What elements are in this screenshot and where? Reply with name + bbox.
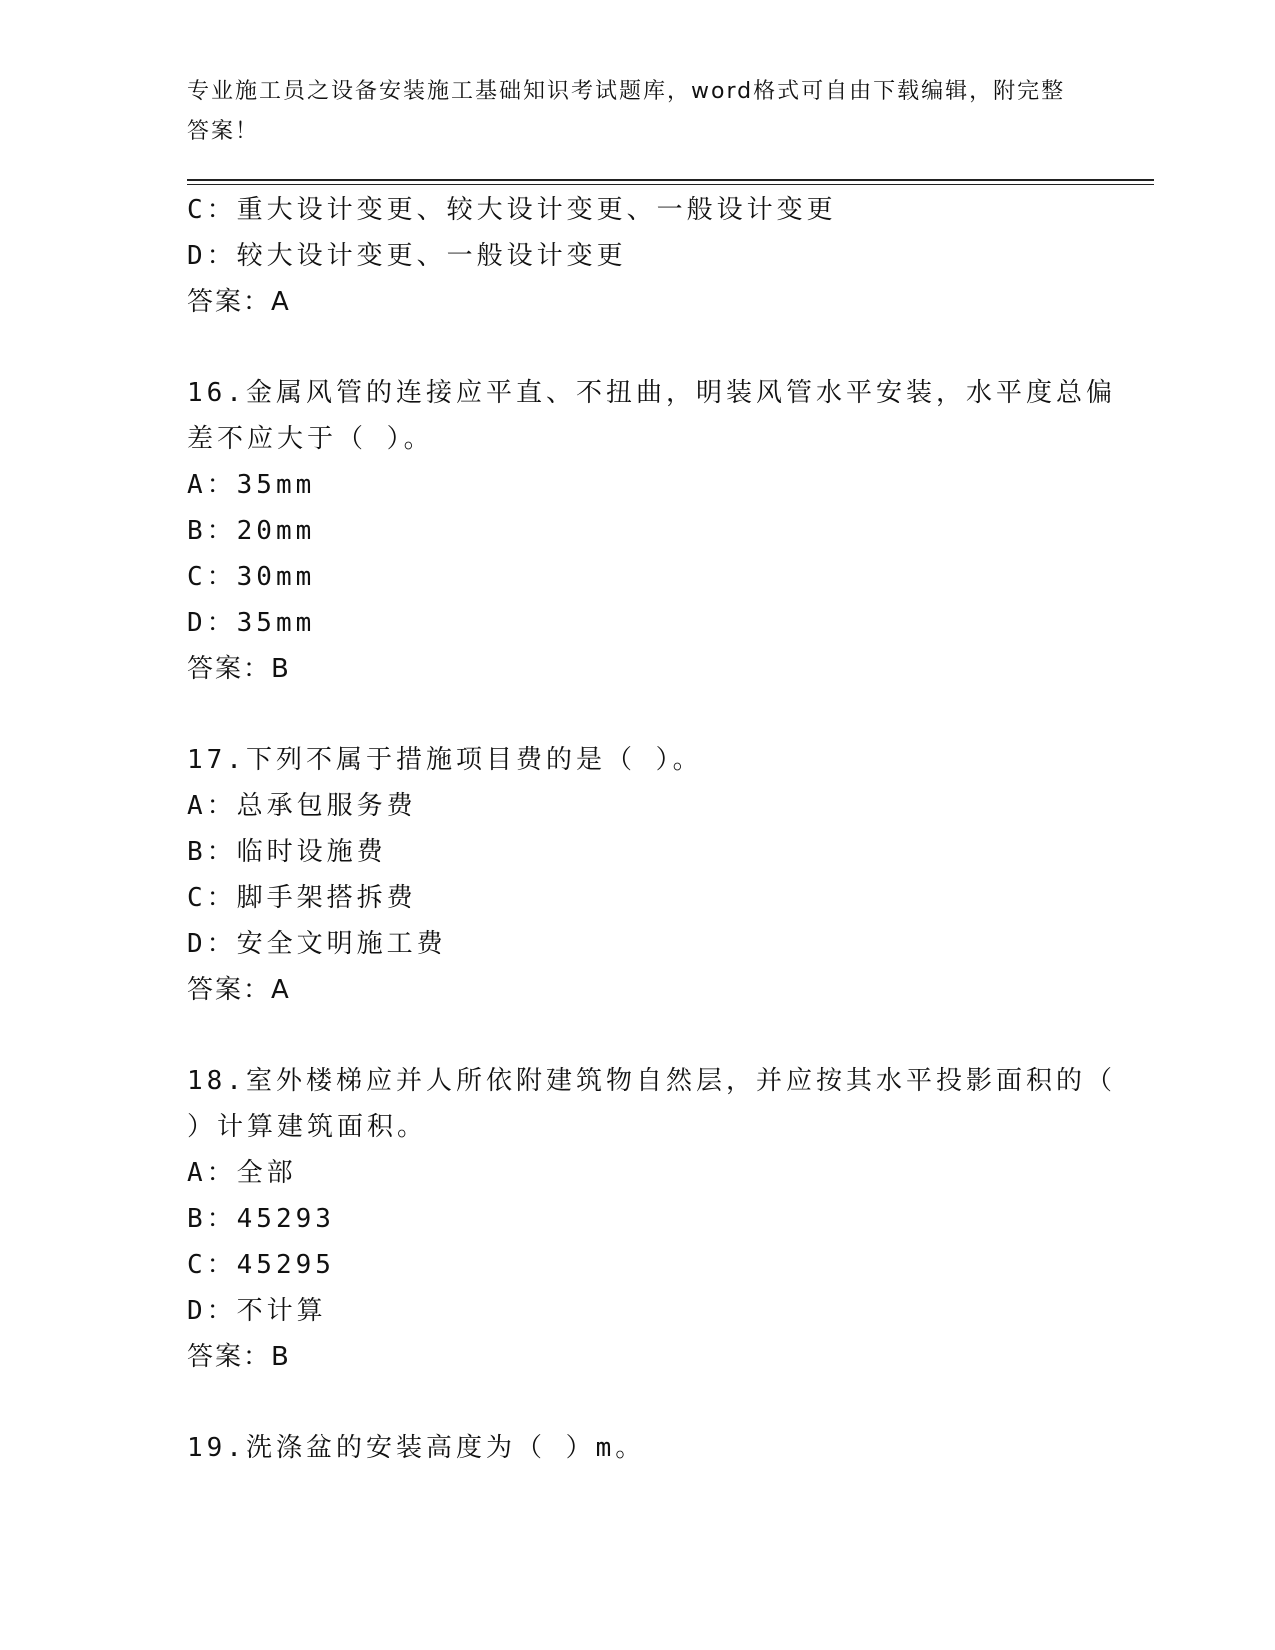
header-divider [187,179,1154,181]
option-d: D：较大设计变更、一般设计变更 [187,241,627,271]
question-stem-cont: 差不应大于（ ）。 [187,424,434,454]
option-d: D：35mm [187,608,316,638]
question-17 [187,737,1087,1013]
option-a: A：35mm [187,470,316,500]
answer-line: 答案：B [187,654,291,684]
question-stem: 18.室外楼梯应并人所依附建筑物自然层，并应按其水平投影面积的（ [187,1066,1116,1096]
option-c: C：30mm [187,562,316,592]
option-d: D：安全文明施工费 [187,929,447,959]
question-16 [187,370,1116,692]
option-c: C：脚手架搭拆费 [187,883,417,913]
question-19 [187,1425,1087,1471]
page-header: 专业施工员之设备安装施工基础知识考试题库，word格式可自由下载编辑，附完整答案！ [187,79,1066,144]
answer-line: 答案：A [187,287,291,317]
option-b: B：临时设施费 [187,837,387,867]
question-stem: 19.洗涤盆的安装高度为（ ）m。 [187,1433,646,1463]
question-stem: 16.金属风管的连接应平直、不扭曲，明装风管水平安装，水平度总偏 [187,378,1116,408]
question-stem: 17.下列不属于措施项目费的是（ ）。 [187,745,703,775]
document-body [187,187,1116,1471]
question-15-tail [187,187,1087,325]
answer-line: 答案：A [187,975,291,1005]
option-b: B：20mm [187,516,316,546]
option-a: A：全部 [187,1158,297,1188]
answer-line: 答案：B [187,1342,291,1372]
header-divider-thin [187,184,1154,185]
option-a: A：总承包服务费 [187,791,417,821]
option-c: C：重大设计变更、较大设计变更、一般设计变更 [187,195,837,225]
question-stem-cont: ）计算建筑面积。 [187,1112,428,1142]
option-b: B：45293 [187,1204,335,1234]
option-c: C：45295 [187,1250,335,1280]
question-18 [187,1058,1116,1380]
option-d: D：不计算 [187,1296,327,1326]
